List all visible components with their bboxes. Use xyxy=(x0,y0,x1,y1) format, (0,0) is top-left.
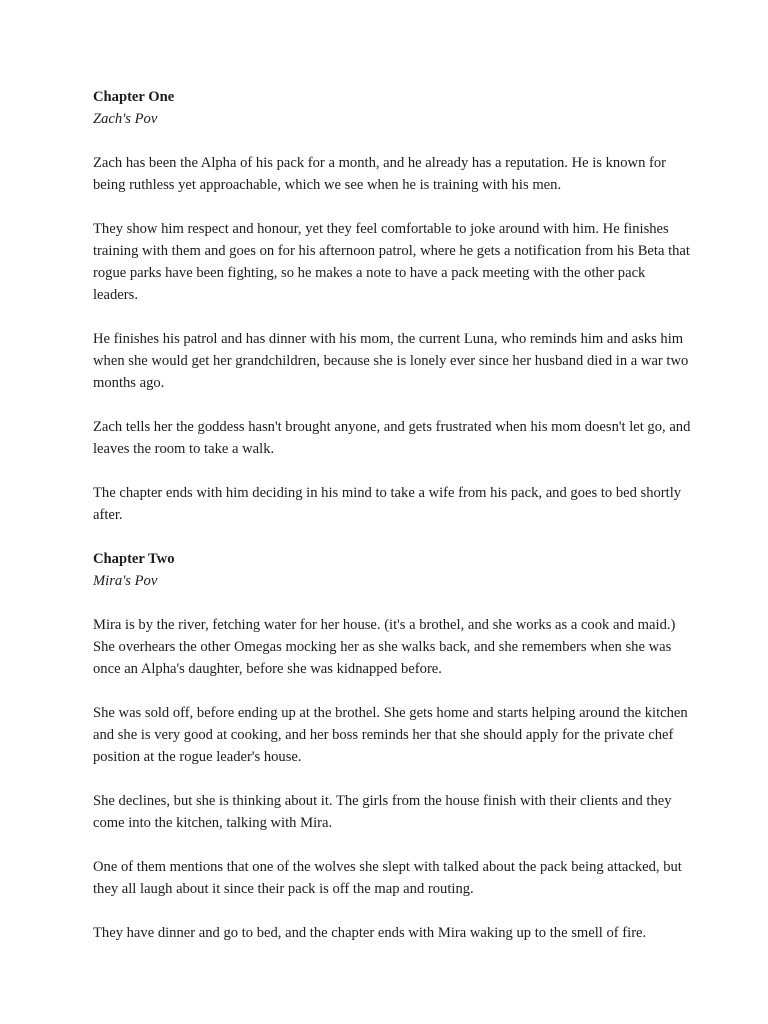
paragraph: He finishes his patrol and has dinner with his mom, the current Luna, who reminds him and asks him when she would get her grandchildren, because she is lonely ever since her husband died in a war two months ago. xyxy=(93,331,689,391)
paragraph: She was sold off, before ending up at the brothel. She gets home and starts helping around the kitchen and she is very good at cooking, and her boss reminds her that she should apply for the private chef position at the rogue leader's house. xyxy=(93,705,688,765)
chapter-one xyxy=(93,86,693,526)
document-body xyxy=(93,86,693,944)
paragraph: She declines, but she is thinking about it. The girls from the house finish with their clients and they come into the kitchen, talking with Mira. xyxy=(93,793,672,831)
paragraph: They have dinner and go to bed, and the chapter ends with Mira waking up to the smell of fire. xyxy=(93,925,647,941)
paragraph: Zach has been the Alpha of his pack for a month, and he already has a reputation. He is known for being ruthless yet approachable, which we see when he is training with his men. xyxy=(93,155,667,193)
paragraph: One of them mentions that one of the wolves she slept with talked about the pack being attacked, but they all laugh about it since their pack is off the map and routing. xyxy=(93,859,682,897)
chapter-two xyxy=(93,548,693,944)
paragraph: Zach tells her the goddess hasn't brought anyone, and gets frustrated when his mom doesn't let go, and leaves the room to take a walk. xyxy=(93,419,691,457)
paragraph: The chapter ends with him deciding in his mind to take a wife from his pack, and goes to bed shortly after. xyxy=(93,485,682,523)
paragraph: Mira is by the river, fetching water for her house. (it's a brothel, and she works as a cook and maid.) She overhears the other Omegas mocking her as she walks back, and she remembers when she was once an Alpha's daughter, before she was kidnapped before. xyxy=(93,617,676,677)
chapter-pov: Mira's Pov xyxy=(93,573,158,589)
chapter-title: Chapter Two xyxy=(93,551,175,567)
chapter-title: Chapter One xyxy=(93,89,175,105)
chapter-pov: Zach's Pov xyxy=(93,111,158,127)
paragraph: They show him respect and honour, yet they feel comfortable to joke around with him. He finishes training with them and goes on for his afternoon patrol, where he gets a notification from his Beta that rogue parks have been fighting, so he makes a note to have a pack meeting with the other pack leaders. xyxy=(93,221,690,303)
